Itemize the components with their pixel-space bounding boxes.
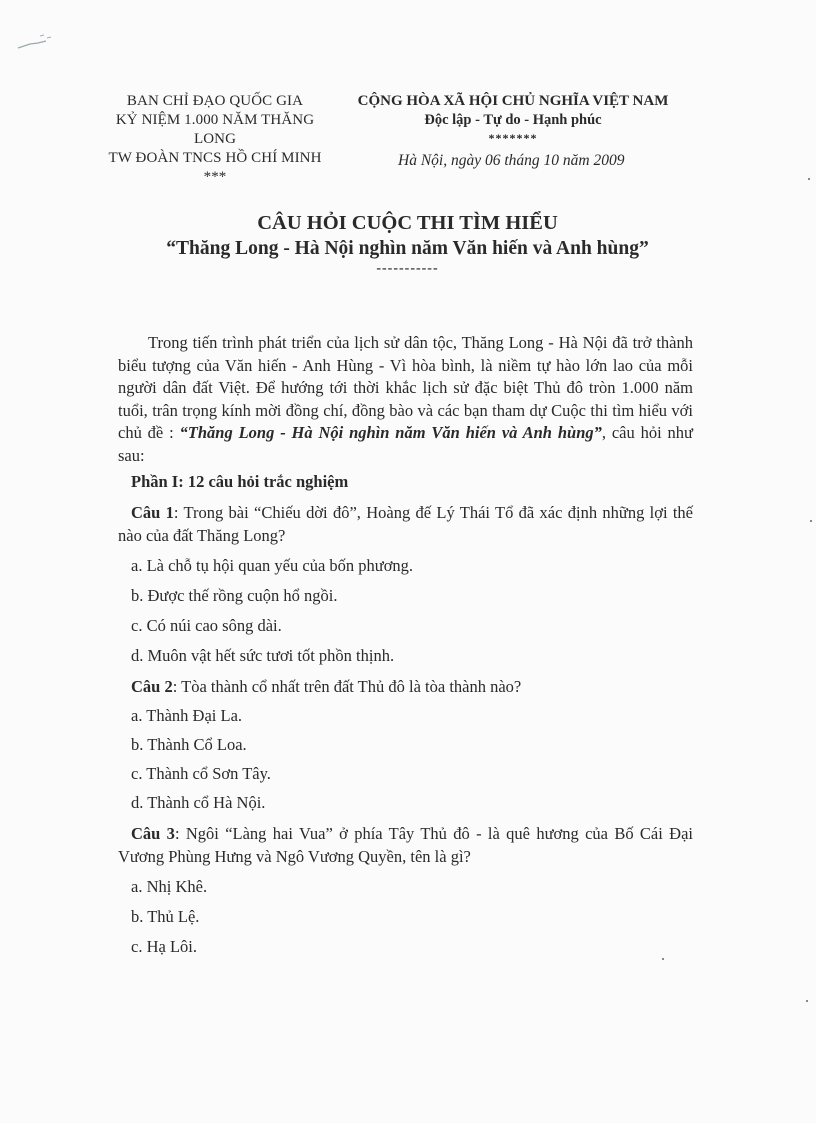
question-label: Câu 2 [131, 677, 173, 696]
question-text [118, 822, 693, 868]
scan-speck [806, 1000, 808, 1002]
scan-speck [808, 178, 810, 180]
national-header [338, 92, 688, 146]
document-body [118, 332, 693, 958]
answer-option: a. Là chỗ tụ hội quan yếu của bốn phương. [131, 556, 414, 575]
answer-option: b. Thủ Lệ. [131, 907, 200, 926]
answer-option: c. Thành cổ Sơn Tây. [131, 764, 271, 783]
scan-speck [810, 520, 812, 522]
intro-text-end: , câu hỏi như sau: [118, 423, 693, 465]
scan-artifact-mark [16, 30, 66, 54]
question-label: Câu 3 [131, 824, 175, 843]
org-line-2: KỶ NIỆM 1.000 NĂM THĂNG LONG [115, 112, 315, 147]
national-motto: Độc lập - Tự do - Hạnh phúc [424, 112, 602, 128]
org-stars: *** [203, 169, 227, 185]
document-date: Hà Nội, ngày 06 tháng 10 năm 2009 [398, 152, 625, 169]
answer-option: a. Thành Đại La. [131, 706, 243, 725]
answer-option: d. Muôn vật hết sức tươi tốt phồn thịnh. [131, 646, 395, 665]
question-body: : Ngôi “Làng hai Vua” ở phía Tây Thủ đô - là quê hương của Bố Cái Đại Vương Phùng Hưng và Ngô Vương Quyền, tên là gì? [118, 824, 693, 866]
answer-option: a. Nhị Khê. [131, 877, 208, 896]
question-label: Câu 1 [131, 503, 174, 522]
question-1 [118, 501, 693, 667]
answer-option: b. Được thế rồng cuộn hổ ngồi. [131, 586, 338, 605]
issuing-organization [100, 92, 330, 187]
question-3 [118, 822, 693, 958]
part-heading: Phần I: 12 câu hỏi trắc nghiệm [131, 472, 349, 491]
title-line-2: “Thăng Long - Hà Nội nghìn năm Văn hiến và Anh hùng” [166, 238, 649, 259]
answer-option: c. Hạ Lôi. [131, 937, 197, 956]
intro-text: Trong tiến trình phát triển của lịch sử dân tộc, Thăng Long - Hà Nội đã trở thành biểu tượng của Văn hiến - Anh Hùng - Vì hòa bình, là niềm tự hào lớn lao của mỗi người dân đất Việt. Để hướng tới thời khắc lịch sử đặc biệt Thủ đô tròn 1.000 năm tuổi, trân trọng kính mời đồng chí, đồng bào và các bạn tham dự Cuộc thi tìm hiểu với chủ đề : [118, 333, 693, 442]
org-line-1: BAN CHỈ ĐẠO QUỐC GIA [126, 93, 304, 109]
country-title: CỘNG HÒA XÃ HỘI CHỦ NGHĨA VIỆT NAM [357, 93, 669, 109]
question-text [118, 675, 693, 698]
intro-theme-emphasis: “Thăng Long - Hà Nội nghìn năm Văn hiến và Anh hùng” [179, 423, 602, 442]
org-line-3: TW ĐOÀN TNCS HỒ CHÍ MINH [108, 150, 322, 166]
answer-option: b. Thành Cổ Loa. [131, 735, 247, 754]
intro-paragraph [118, 332, 693, 467]
scan-speck [662, 958, 664, 960]
title-line-1: CÂU HỎI CUỘC THI TÌM HIỂU [257, 212, 558, 234]
document-title [100, 210, 715, 276]
question-text [118, 501, 693, 547]
question-body: : Tòa thành cổ nhất trên đất Thủ đô là tòa thành nào? [172, 677, 522, 696]
question-2 [118, 675, 693, 814]
question-body: : Trong bài “Chiếu dời đô”, Hoàng đế Lý Thái Tổ đã xác định những lợi thế nào của đất Thăng Long? [118, 503, 693, 545]
answer-option: c. Có núi cao sông dài. [131, 616, 282, 635]
motto-stars: ******* [488, 131, 538, 145]
answer-option: d. Thành cổ Hà Nội. [131, 793, 266, 812]
title-separator: ----------- [376, 261, 439, 276]
